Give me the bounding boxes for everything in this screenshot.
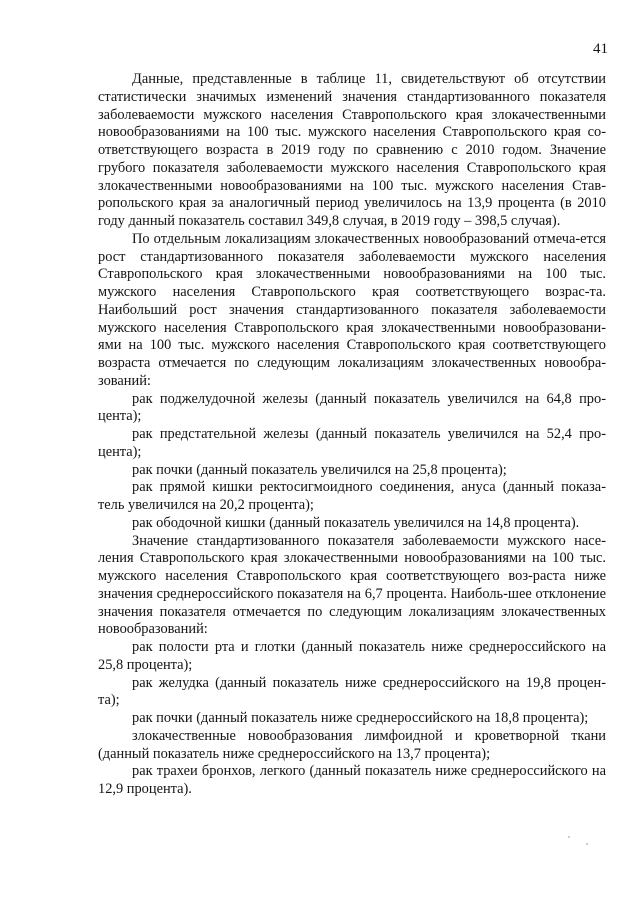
scan-speck xyxy=(586,843,588,845)
list-item-prostate-growth: рак предстательной железы (данный показатель увеличился на 52,4 про-цента); xyxy=(98,426,606,460)
list-item-lymphoid-lower: злокачественные новообразования лимфоидной и кроветворной ткани (данный показатель ниже среднероссийского на 13,7 процента); xyxy=(98,727,606,762)
list-item-trachea-lower: рак трахеи бронхов, легкого (данный показатель ниже среднероссийского на 12,9 процента). xyxy=(98,763,606,797)
list-item-colon-growth: рак ободочной кишки (данный показатель увеличился на 14,8 процента). xyxy=(132,514,580,531)
paragraph-below-average-intro: Значение стандартизованного показателя заболеваемости мужского насе-ления Ставропольского края злокачественными новообразованиями на 100 тыс. мужского населения Ставропольского края соответствующего воз-раста ниже значения среднероссийского показателя на 6,7 процента. Наиболь-шее отклонение значения показателя отмечается по следующим локализациям злокачественных новообразований: xyxy=(98,532,606,638)
list-item-rectum-growth: рак прямой кишки ректосигмоидного соединения, ануса (данный показа-тель увеличился на 20,2 процента); xyxy=(98,479,606,513)
list-item-kidney-growth: рак почки (данный показатель увеличился на 25,8 процента); xyxy=(132,461,507,478)
paragraph-table-summary: Данные, представленные в таблице 11, свидетельствуют об отсутствии статистически значимых изменений значения стандартизованного показателя заболеваемости мужского населения Ставропольского края злокачественными новообразованиями на 100 тыс. мужского населения Ставропольского края со-ответствующего возраста в 2019 году по сравнению с 2010 годом. Значение грубого показателя заболеваемости мужского населения Ставропольского края злокачественными новообразованиями на 100 тыс. мужского населения Став-ропольского края за аналогичный период увеличилось на 13,9 процента (в 2010 году данный показатель составил 349,8 случая, в 2019 году – 398,5 случая). xyxy=(98,71,606,229)
document-body xyxy=(98,71,606,799)
scan-speck xyxy=(568,836,570,838)
list-item-oral-cavity-lower: рак полости рта и глотки (данный показатель ниже среднероссийского на 25,8 процента); xyxy=(98,639,606,673)
paragraph-localization-growth-intro: По отдельным локализациям злокачественных новообразований отмеча-ется рост стандартизованного показателя заболеваемости мужского населения Ставропольского края злокачественными новообразованиями на 100 тыс. мужского населения Ставропольского края соответствующего возрас-та. Наибольший рост значения стандартизованного показателя заболеваемости мужского населения Ставропольского края злокачественными новообразовани-ями на 100 тыс. мужского населения Ставропольского края соответствующего возраста отмечается по следующим локализациям злокачественных новообра-зований: xyxy=(98,230,606,389)
page-number: 41 xyxy=(593,41,608,57)
list-item-pancreas-growth: рак поджелудочной железы (данный показатель увеличился на 64,8 про-цента); xyxy=(98,390,606,425)
list-item-kidney-lower: рак почки (данный показатель ниже среднероссийского на 18,8 процента); xyxy=(132,710,589,726)
list-item-stomach-lower: рак желудка (данный показатель ниже среднероссийского на 19,8 процен-та); xyxy=(98,674,606,709)
